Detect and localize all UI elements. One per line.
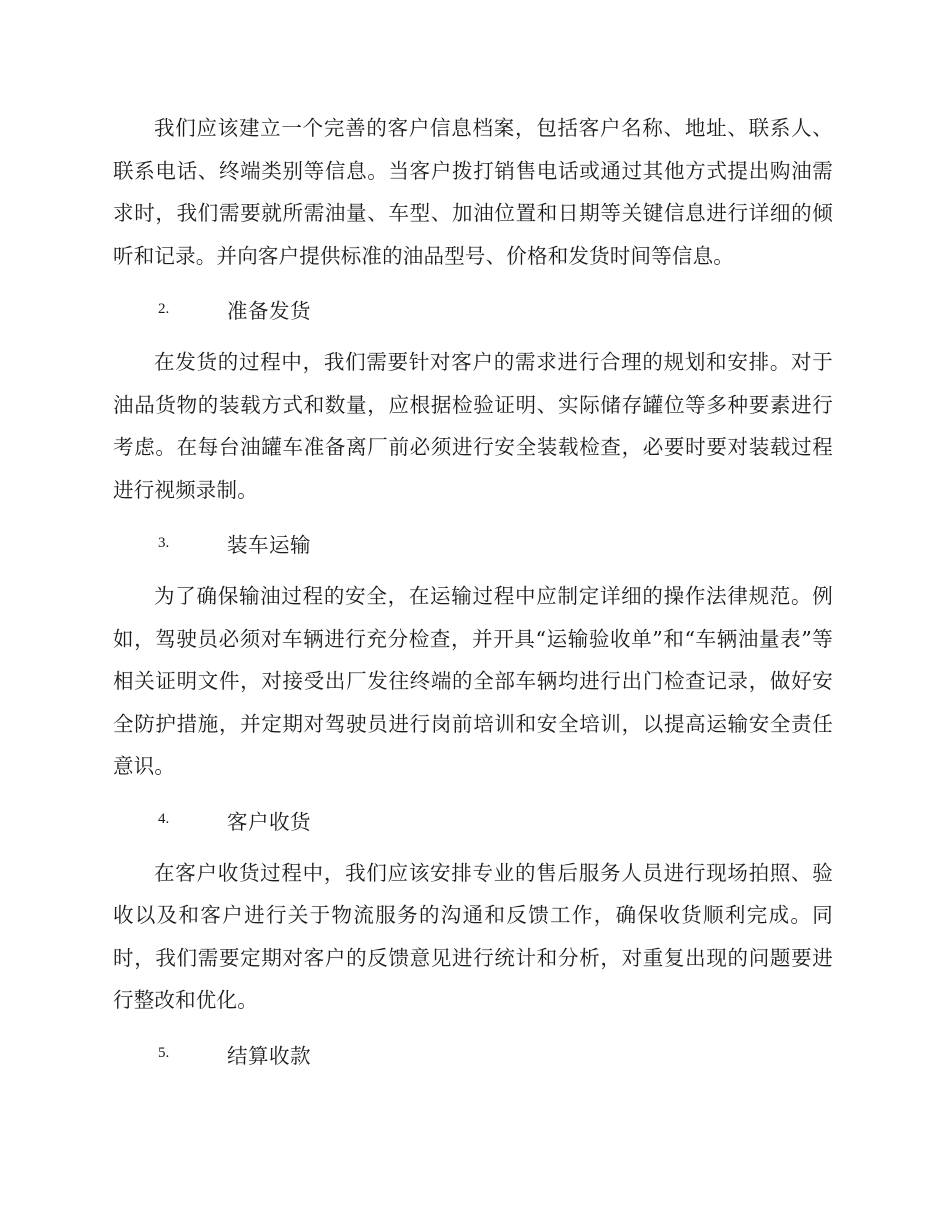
section-heading-4 bbox=[113, 799, 833, 841]
section-heading-2 bbox=[113, 288, 833, 330]
section-paragraph-3: 为了确保输油过程的安全，在运输过程中应制定详细的操作法律规范。例如，驾驶员必须对车辆进行充分检查，并开具“运输验收单”和“车辆油量表”等相关证明文件，对接受出厂发往终端的全部车辆均进行出门检查记录，做好安全防护措施，并定期对驾驶员进行岗前培训和安全培训，以提高运输安全责任意识。 bbox=[113, 584, 833, 778]
section-number: 2. bbox=[158, 300, 170, 317]
section-number: 5. bbox=[158, 1045, 170, 1061]
section-title: 客户收货 bbox=[227, 809, 311, 834]
section-title: 结算收款 bbox=[227, 1043, 311, 1068]
section-heading-3 bbox=[113, 522, 833, 564]
section-number: 3. bbox=[158, 534, 170, 551]
section-heading-5 bbox=[113, 1033, 833, 1075]
section-title: 准备发货 bbox=[227, 299, 311, 323]
section-number: 4. bbox=[158, 811, 170, 827]
document-body bbox=[113, 107, 833, 1086]
section-paragraph-4: 在客户收货过程中，我们应该安排专业的售后服务人员进行现场拍照、验收以及和客户进行关于物流服务的沟通和反馈工作，确保收货顺利完成。同时，我们需要定期对客户的反馈意见进行统计和分析，对重复出现的问题要进行整改和优化。 bbox=[113, 860, 833, 1012]
section-paragraph-2: 在发货的过程中，我们需要针对客户的需求进行合理的规划和安排。对于油品货物的装载方式和数量，应根据检验证明、实际储存罐位等多种要素进行考虑。在每台油罐车准备离厂前必须进行安全装载检查，必要时要对装载过程进行视频录制。 bbox=[113, 350, 833, 502]
section-title: 装车运输 bbox=[227, 533, 311, 557]
intro-paragraph: 我们应该建立一个完善的客户信息档案，包括客户名称、地址、联系人、联系电话、终端类别等信息。当客户拨打销售电话或通过其他方式提出购油需求时，我们需要就所需油量、车型、加油位置和日期等关键信息进行详细的倾听和记录。并向客户提供标准的油品型号、价格和发货时间等信息。 bbox=[113, 116, 833, 268]
